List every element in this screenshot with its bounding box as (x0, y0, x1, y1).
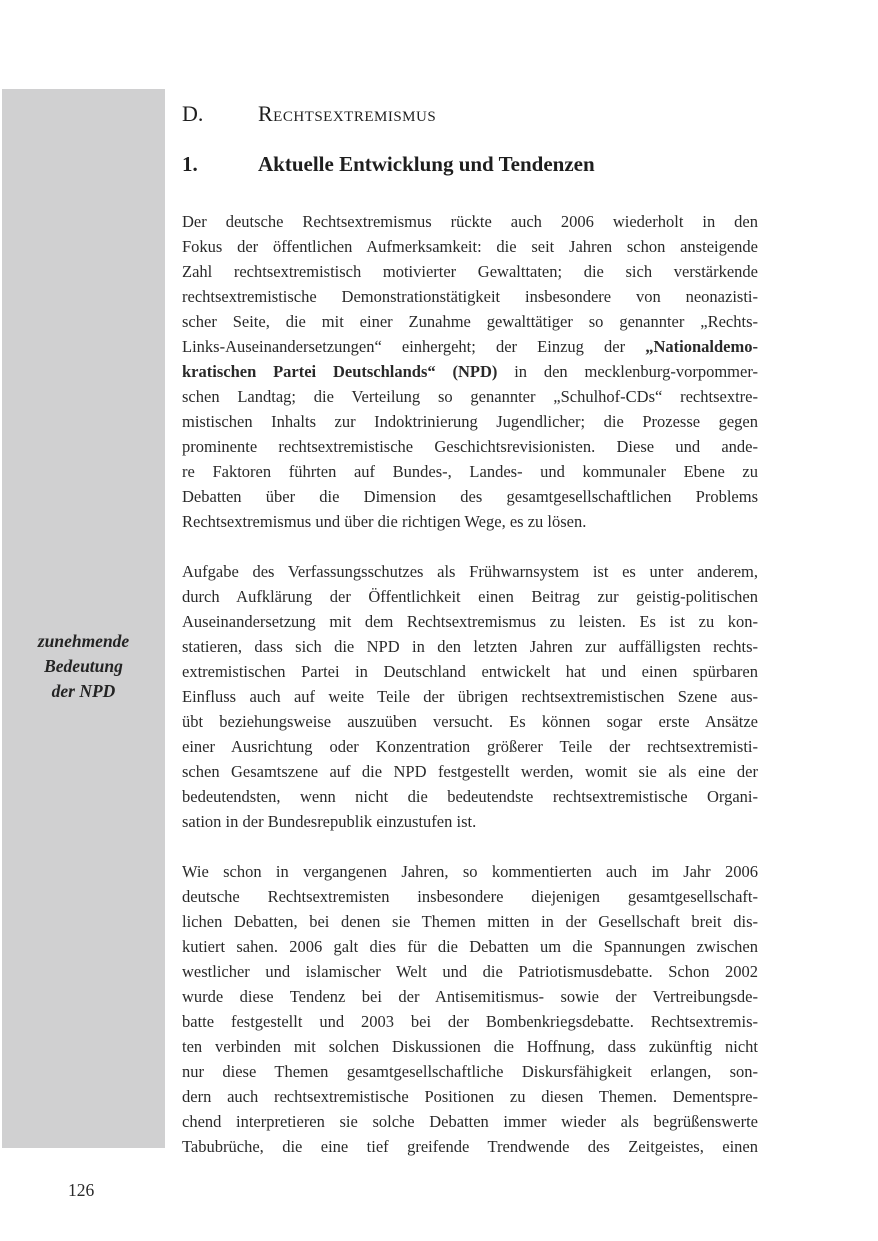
margin-sidebar (2, 89, 165, 1148)
text-line (182, 909, 758, 934)
text-line (182, 684, 758, 709)
text-line (182, 434, 758, 459)
text-line (182, 1109, 758, 1134)
text-segment: batte festgestellt und 2003 bei der Bombenkriegsdebatte. Rechtsextremis- (182, 1012, 758, 1031)
section-title: Rechtsextremismus (258, 101, 437, 126)
text-line (182, 584, 758, 609)
text-segment: wurde diese Tendenz bei der Antisemitismus- sowie der Vertreibungsde- (182, 987, 758, 1006)
body-text (182, 209, 758, 1184)
text-line (182, 609, 758, 634)
text-segment: chend interpretieren sie solche Debatten immer wieder als begrüßenswerte (182, 1112, 758, 1131)
margin-note (2, 629, 165, 704)
text-segment: Links-Auseinandersetzungen“ einhergeht; der Einzug der (182, 337, 646, 356)
text-line (182, 309, 758, 334)
text-line (182, 259, 758, 284)
bold-text-segment: „Nationaldemo- (645, 337, 758, 356)
text-segment: rechtsextremistische Demonstrationstätigkeit insbesondere von neonazisti- (182, 287, 758, 306)
text-segment: einer Ausrichtung oder Konzentration größerer Teile der rechtsextremisti- (182, 737, 758, 756)
text-line (182, 859, 758, 884)
text-line (182, 1084, 758, 1109)
text-segment: kutiert sahen. 2006 galt dies für die Debatten um die Spannungen zwischen (182, 937, 758, 956)
text-segment: übt beziehungsweise auszuüben versucht. Es können sogar erste Ansätze (182, 712, 758, 731)
text-segment: Fokus der öffentlichen Aufmerksamkeit: die seit Jahren schon ansteigende (182, 237, 758, 256)
text-segment: scher Seite, die mit einer Zunahme gewalttätiger so genannter „Rechts- (182, 312, 758, 331)
text-segment: deutsche Rechtsextremisten insbesondere diejenigen gesamtgesellschaft- (182, 887, 758, 906)
text-segment: Der deutsche Rechtsextremismus rückte auch 2006 wiederholt in den (182, 212, 758, 231)
margin-note-line: der NPD (51, 681, 116, 701)
text-line (182, 634, 758, 659)
text-line (182, 884, 758, 909)
text-segment: Zahl rechtsextremistisch motivierter Gewalttaten; die sich verstärkende (182, 262, 758, 281)
text-segment: westlicher und islamischer Welt und die Patriotismusdebatte. Schon 2002 (182, 962, 758, 981)
paragraph (182, 209, 758, 534)
text-line (182, 334, 758, 359)
text-line (182, 934, 758, 959)
text-segment: ten verbinden mit solchen Diskussionen die Hoffnung, dass zukünftig nicht (182, 1037, 758, 1056)
text-line (182, 284, 758, 309)
text-line (182, 659, 758, 684)
text-segment: prominente rechtsextremistische Geschichtsrevisionisten. Diese und ande- (182, 437, 758, 456)
text-line (182, 459, 758, 484)
subsection-number: 1. (182, 152, 198, 176)
text-segment: Aufgabe des Verfassungsschutzes als Frühwarnsystem ist es unter anderem, (182, 562, 758, 581)
text-segment: Einfluss auch auf weite Teile der übrigen rechtsextremistischen Szene aus- (182, 687, 758, 706)
margin-note-line: zunehmende (37, 631, 130, 651)
text-line (182, 209, 758, 234)
text-line (182, 1009, 758, 1034)
text-segment: Auseinandersetzung mit dem Rechtsextremismus zu leisten. Es ist zu kon- (182, 612, 758, 631)
text-line (182, 759, 758, 784)
text-line (182, 709, 758, 734)
text-line (182, 559, 758, 584)
text-segment: dern auch rechtsextremistische Positionen zu diesen Themen. Dementspre- (182, 1087, 758, 1106)
page-number: 126 (68, 1180, 95, 1200)
text-line (182, 809, 758, 834)
section-heading (182, 100, 758, 128)
text-segment: schen Gesamtszene auf die NPD festgestellt werden, womit sie als eine der (182, 762, 758, 781)
text-line (182, 984, 758, 1009)
text-segment: nur diese Themen gesamtgesellschaftliche Diskursfähigkeit erlangen, son- (182, 1062, 758, 1081)
text-segment: re Faktoren führten auf Bundes-, Landes- und kommunaler Ebene zu (182, 462, 758, 481)
text-segment: sation in der Bundesrepublik einzustufen ist. (182, 812, 477, 831)
text-segment: extremistischen Partei in Deutschland entwickelt hat und einen spürbaren (182, 662, 758, 681)
text-segment: statieren, dass sich die NPD in den letzten Jahren zur auffälligsten rechts- (182, 637, 758, 656)
text-line (182, 1059, 758, 1084)
text-line (182, 1134, 758, 1159)
text-line (182, 959, 758, 984)
text-line (182, 384, 758, 409)
text-segment: bedeutendsten, wenn nicht die bedeutendste rechtsextremistische Organi- (182, 787, 758, 806)
subsection-heading (182, 151, 758, 178)
text-segment: durch Aufklärung der Öffentlichkeit einen Beitrag zur geistig-politischen (182, 587, 758, 606)
text-line (182, 359, 758, 384)
text-segment: Tabubrüche, die eine tief greifende Trendwende des Zeitgeistes, einen (182, 1137, 758, 1156)
text-segment: mistischen Inhalts zur Indoktrinierung Jugendlicher; die Prozesse gegen (182, 412, 758, 431)
paragraph (182, 859, 758, 1159)
text-segment: Rechtsextremismus und über die richtigen Wege, es zu lösen. (182, 512, 587, 531)
section-letter: D. (182, 101, 204, 126)
text-line (182, 734, 758, 759)
text-line (182, 784, 758, 809)
text-line (182, 409, 758, 434)
text-line (182, 509, 758, 534)
subsection-title: Aktuelle Entwicklung und Tendenzen (258, 152, 595, 176)
text-line (182, 234, 758, 259)
text-segment: Wie schon in vergangenen Jahren, so kommentierten auch im Jahr 2006 (182, 862, 758, 881)
text-segment: Debatten über die Dimension des gesamtgesellschaftlichen Problems (182, 487, 758, 506)
text-line (182, 484, 758, 509)
text-segment: schen Landtag; die Verteilung so genannter „Schulhof-CDs“ rechtsextre- (182, 387, 758, 406)
text-line (182, 1034, 758, 1059)
margin-note-line: Bedeutung (44, 656, 123, 676)
text-segment: in den mecklenburg-vorpommer- (497, 362, 758, 381)
paragraph (182, 559, 758, 834)
bold-text-segment: kratischen Partei Deutschlands“ (NPD) (182, 362, 498, 381)
text-segment: lichen Debatten, bei denen sie Themen mitten in der Gesellschaft breit dis- (182, 912, 758, 931)
